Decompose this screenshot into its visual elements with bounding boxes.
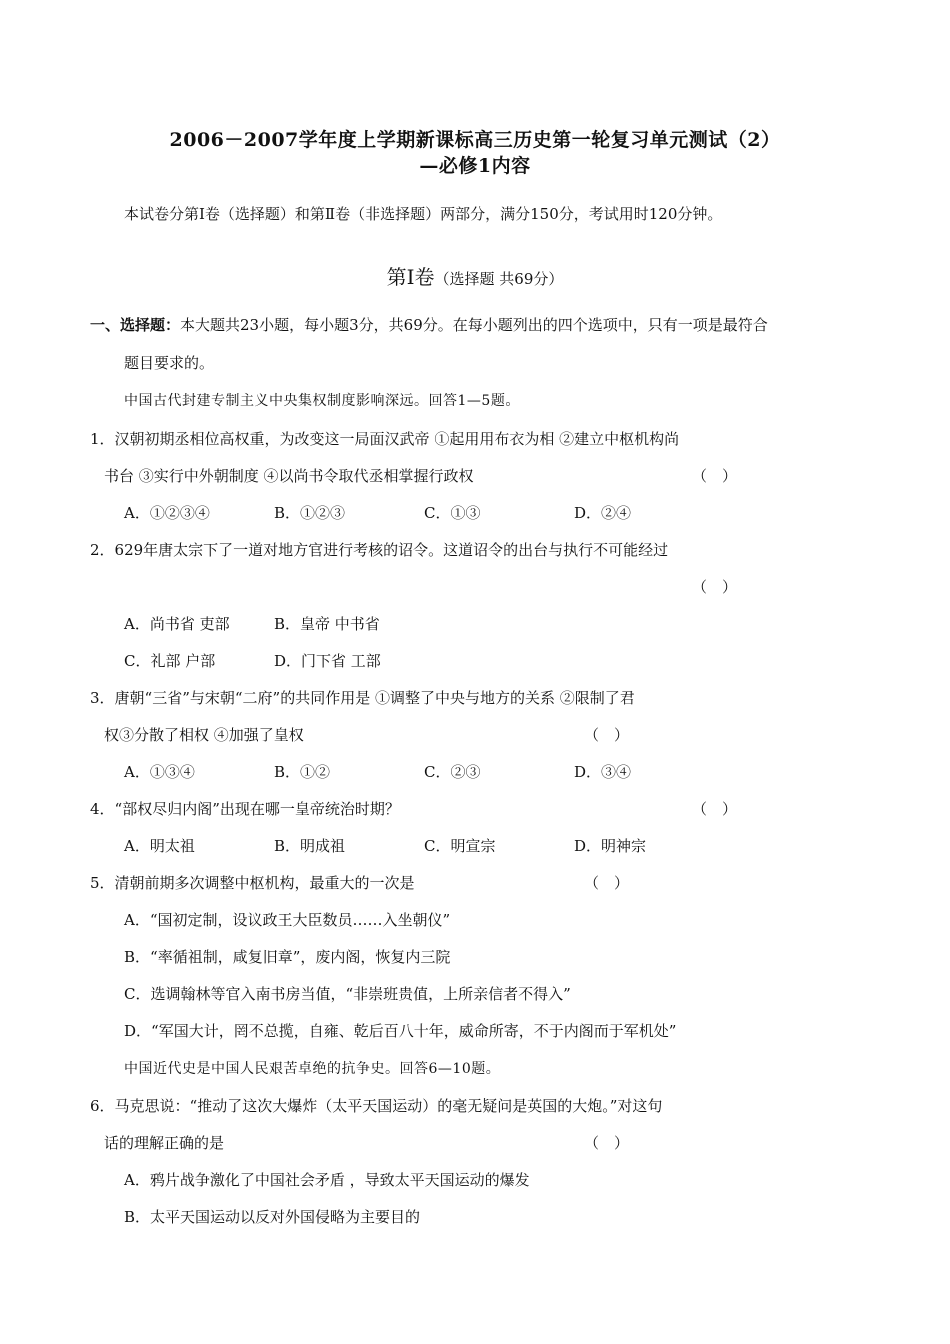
answer-paren-1: （ ）: [692, 467, 738, 485]
option-d: D．②④: [574, 504, 632, 522]
option-c: C．礼部 户部: [124, 652, 216, 670]
option-c: C．②③: [424, 763, 481, 781]
option-d: D．“军国大计，罔不总揽，自雍、乾后百八十年，威命所寄，不于内阁而于军机处”: [124, 1022, 677, 1040]
question-4-line-1: 4．“部权尽归内阁”出现在哪一皇帝统治时期？: [90, 800, 400, 818]
exam-subtitle: —必修1内容: [419, 155, 531, 177]
answer-paren-5: （ ）: [584, 874, 630, 892]
question-3-line-2: 权③分散了相权 ④加强了皇权: [104, 726, 304, 744]
option-b: B．①②: [274, 763, 331, 781]
answer-paren-6: （ ）: [584, 1134, 630, 1152]
answer-paren-3: （ ）: [584, 726, 630, 744]
option-a: A．“国初定制，设议政王大臣数员……入坐朝仪”: [124, 911, 451, 929]
section-text-cont: 题目要求的。: [124, 354, 215, 372]
question-4-options: [124, 835, 724, 856]
exam-intro: 本试卷分第Ⅰ卷（选择题）和第Ⅱ卷（非选择题）两部分，满分150分，考试用时120分钟。: [124, 205, 723, 223]
option-a: A．鸦片战争激化了中国社会矛盾 ，导致太平天国运动的爆发: [124, 1171, 530, 1189]
option-d: D．明神宗: [574, 837, 647, 855]
option-b: B．①②③: [274, 504, 346, 522]
option-a: A．①②③④: [124, 504, 210, 522]
answer-paren-4: （ ）: [692, 800, 738, 818]
context-note-2: 中国近代史是中国人民艰苦卓绝的抗争史。回答6—10题。: [124, 1061, 501, 1077]
section-text: 本大题共23小题，每小题3分，共69分。在每小题列出的四个选项中，只有一项是最符合: [180, 316, 768, 334]
option-d: D．门下省 工部: [274, 652, 381, 670]
answer-paren-2: （ ）: [692, 578, 738, 596]
question-1-line-2: 书台 ③实行中外朝制度 ④以尚书令取代丞相掌握行政权: [104, 467, 474, 485]
question-6-line-2: 话的理解正确的是: [104, 1134, 225, 1152]
section-heading: [90, 314, 768, 335]
question-6-line-1: 6．马克思说：“推动了这次大爆炸（太平天国运动）的毫无疑问是英国的大炮。”对这句: [90, 1097, 663, 1115]
option-c: C．明宣宗: [424, 837, 496, 855]
option-a: A．①③④: [124, 763, 195, 781]
option-c: C．①③: [424, 504, 481, 522]
section-label: 一、选择题：: [90, 316, 181, 334]
question-3-line-1: 3．唐朝“三省”与宋朝“二府”的共同作用是 ①调整了中央与地方的关系 ②限制了君: [90, 689, 635, 707]
question-3-options: [124, 761, 724, 782]
question-2-options-row-1: [124, 613, 424, 634]
question-5-line-1: 5．清朝前期多次调整中枢机构，最重大的一次是: [90, 874, 415, 892]
option-d: D．③④: [574, 763, 632, 781]
option-b: B．皇帝 中书省: [274, 615, 380, 633]
question-2-line-1: 2．629年唐太宗下了一道对地方官进行考核的诏令。这道诏令的出台与执行不可能经过: [90, 541, 669, 559]
volume-subtitle: （选择题 共69分）: [434, 270, 564, 288]
question-1-options: [124, 502, 724, 523]
question-2-options-row-2: [124, 650, 424, 671]
option-b: B．“率循祖制，咸复旧章”，废内阁，恢复内三院: [124, 948, 451, 966]
volume-heading: [0, 261, 950, 290]
question-1-line-1: 1．汉朝初期丞相位高权重，为改变这一局面汉武帝 ①起用用布衣为相 ②建立中枢机构尚: [90, 430, 680, 448]
option-a: A．明太祖: [124, 837, 195, 855]
option-b: B．太平天国运动以反对外国侵略为主要目的: [124, 1208, 421, 1226]
volume-title: 第Ⅰ卷: [386, 265, 435, 289]
option-c: C．选调翰林等官入南书房当值，“非崇班贵值，上所亲信者不得入”: [124, 985, 571, 1003]
option-b: B．明成祖: [274, 837, 346, 855]
option-a: A．尚书省 吏部: [124, 615, 230, 633]
exam-title: 2006－2007学年度上学期新课标高三历史第一轮复习单元测试（2）: [169, 129, 781, 151]
context-note-1: 中国古代封建专制主义中央集权制度影响深远。回答1—5题。: [124, 393, 520, 409]
